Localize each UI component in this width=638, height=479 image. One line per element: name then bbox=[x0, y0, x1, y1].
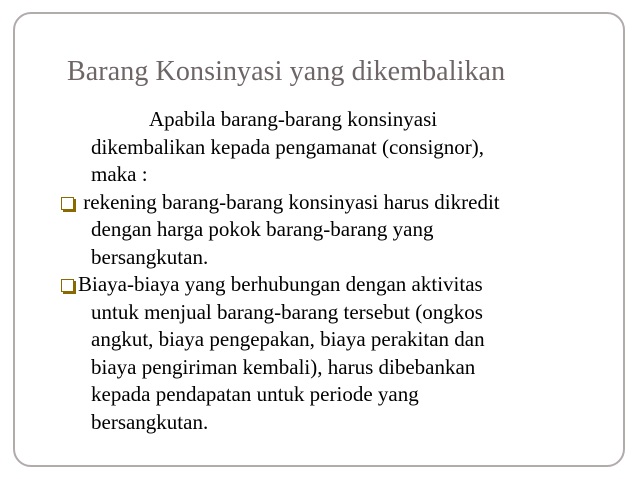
slide-title: Barang Konsinyasi yang dikembalikan bbox=[67, 56, 506, 87]
bullet-text: dengan harga pokok barang-barang yang bbox=[91, 217, 434, 241]
slide-body bbox=[29, 106, 609, 436]
intro-line: maka : bbox=[91, 162, 148, 186]
intro-line: Apabila barang-barang konsinyasi bbox=[149, 107, 438, 131]
bullet-text: angkut, biaya pengepakan, biaya perakitan dan bbox=[91, 327, 485, 351]
bullet-text: biaya pengiriman kembali), harus dibebankan bbox=[91, 354, 476, 379]
bullet-text: kepada pendapatan untuk periode yang bbox=[91, 382, 419, 406]
checkbox-bullet-icon bbox=[61, 279, 74, 292]
bullet-item bbox=[29, 271, 609, 299]
intro-line: dikembalikan kepada pengamanat (consignor), bbox=[91, 134, 485, 159]
checkbox-bullet-icon bbox=[61, 197, 74, 210]
bullet-text: Biaya-biaya yang berhubungan dengan aktivitas bbox=[78, 272, 483, 296]
bullet-text: bersangkutan. bbox=[91, 409, 209, 434]
bullet-text: bersangkutan. bbox=[91, 244, 209, 269]
bullet-text: rekening barang-barang konsinyasi harus dikredit bbox=[78, 189, 500, 214]
bullet-text: untuk menjual barang-barang tersebut (ongkos bbox=[91, 299, 483, 324]
bullet-item bbox=[29, 189, 609, 217]
